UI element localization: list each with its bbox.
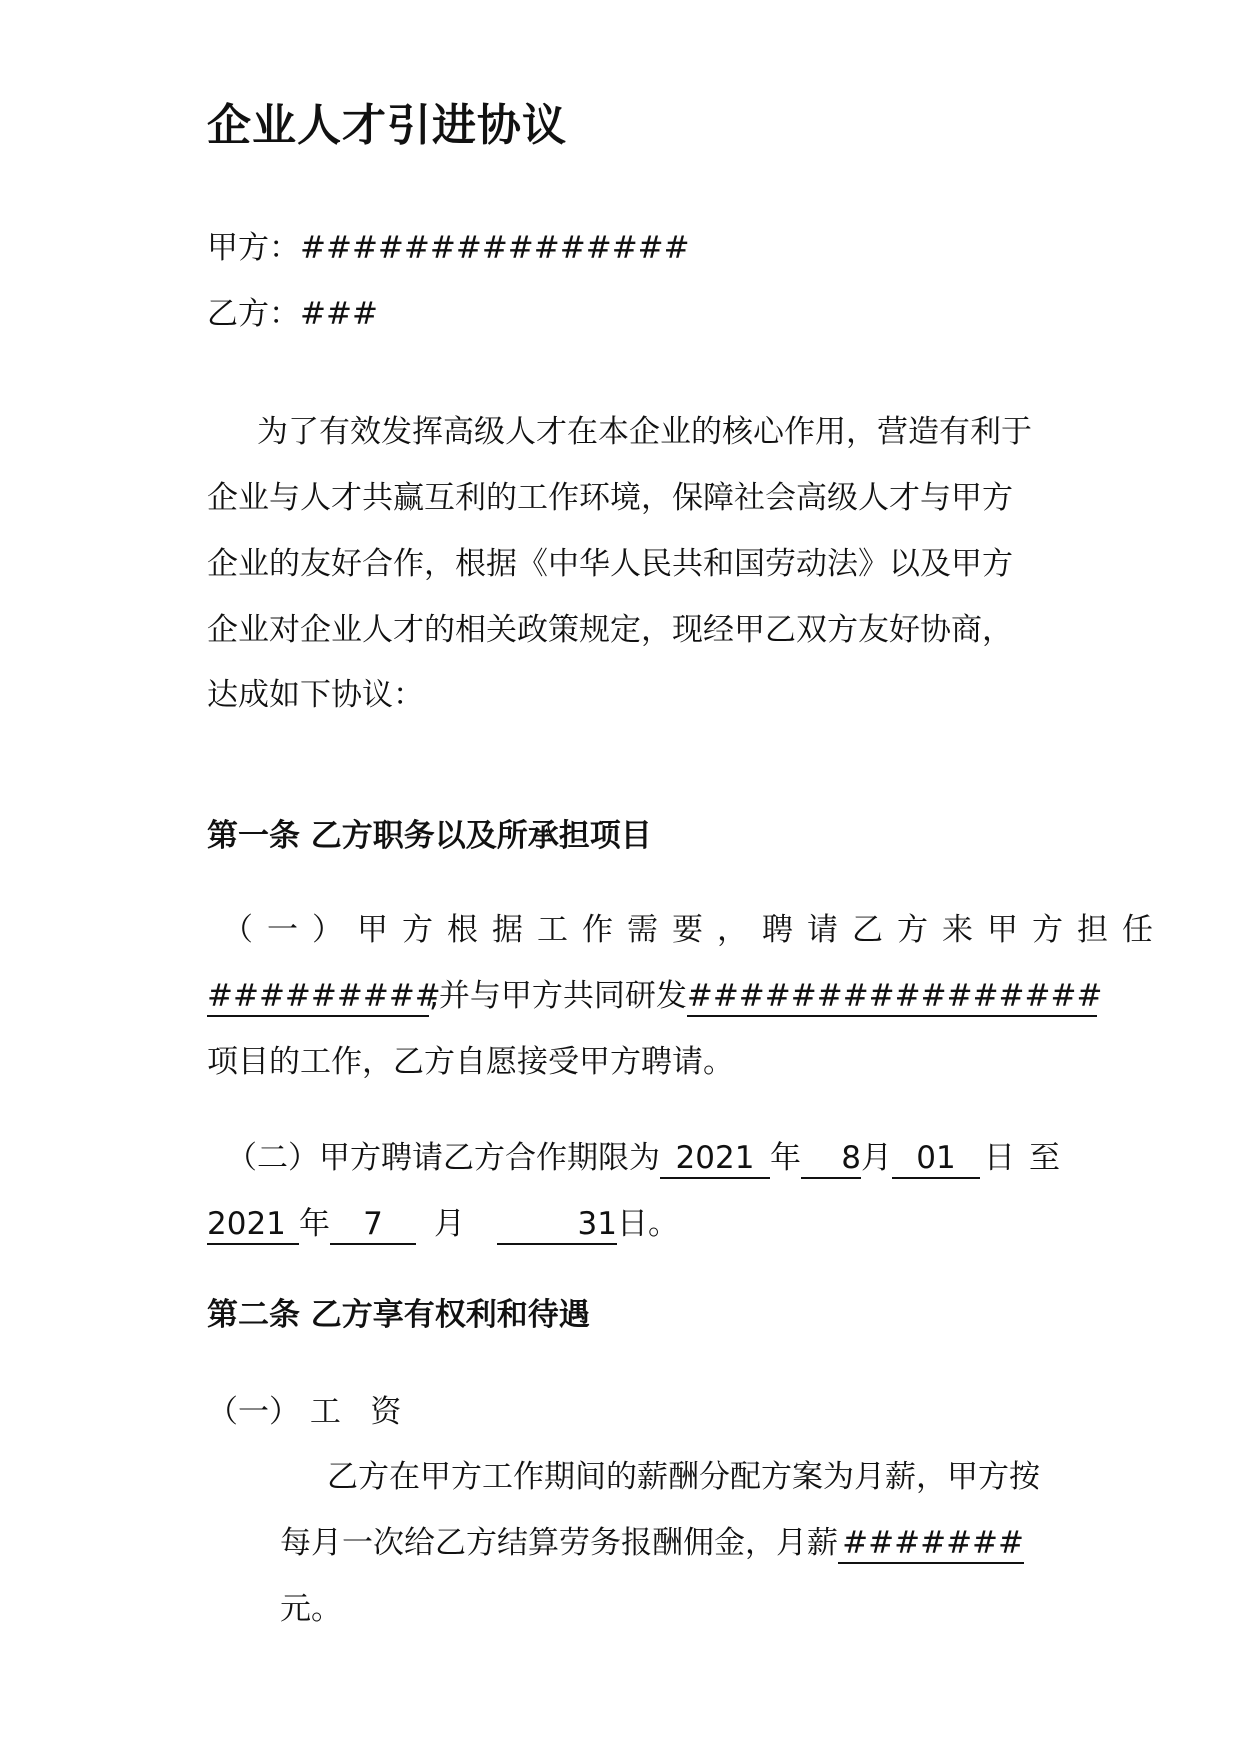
end-month-label: 月: [434, 1206, 465, 1242]
article-1-item-2-line-1: [226, 1138, 1060, 1179]
end-year-label: 年: [299, 1206, 330, 1242]
salary-line-1: 乙方在甲方工作期间的薪酬分配方案为月薪，甲方按: [327, 1459, 1040, 1495]
party-b-value: ###: [300, 296, 378, 332]
salary-line-2: [280, 1523, 1024, 1564]
item-2-prefix: （二）甲方聘请乙方合作期限为: [226, 1140, 660, 1176]
preamble-line-3: 企业的友好合作，根据《中华人民共和国劳动法》以及甲方: [207, 546, 1013, 582]
article-1-item-2-line-2: [207, 1204, 679, 1245]
item-1-mid-text: ,并与甲方共同研发: [429, 978, 687, 1014]
position-field: #########: [207, 977, 429, 1017]
end-month-field: 7: [330, 1205, 416, 1245]
to-label: 至: [1029, 1140, 1060, 1176]
project-field: ################: [687, 977, 1097, 1017]
end-day-suffix: 日。: [617, 1206, 679, 1242]
party-a-label: 甲方：: [207, 230, 300, 266]
salary-amount-field: #######: [838, 1524, 1024, 1564]
start-day-label: 日: [984, 1140, 1015, 1176]
salary-prefix: 每月一次给乙方结算劳务报酬佣金，月薪: [280, 1525, 838, 1561]
document-title: 企业人才引进协议: [207, 100, 567, 151]
start-month-field: 8: [801, 1139, 861, 1179]
start-day-field: 01: [892, 1139, 980, 1179]
party-a-value: ###############: [300, 230, 690, 266]
preamble-line-4: 企业对企业人才的相关政策规定，现经甲乙双方友好协商，: [207, 612, 1013, 648]
start-year-label: 年: [770, 1140, 801, 1176]
party-a-line: [207, 228, 690, 268]
start-year-field: 2021: [660, 1139, 770, 1179]
article-1-item-1-line-3: 项目的工作，乙方自愿接受甲方聘请。: [207, 1044, 734, 1080]
end-year-field: 2021: [207, 1205, 299, 1245]
article-1-item-1-line-2: [207, 976, 1103, 1017]
article-1-heading: 第一条 乙方职务以及所承担项目: [207, 818, 652, 854]
end-day-field: 31: [497, 1205, 617, 1245]
salary-unit: 元。: [280, 1591, 342, 1627]
party-b-label: 乙方：: [207, 296, 300, 332]
preamble-line-1: 为了有效发挥高级人才在本企业的核心作用，营造有利于: [257, 414, 1032, 450]
start-month-label: 月: [861, 1140, 892, 1176]
party-b-line: [207, 294, 378, 334]
article-2-heading: 第二条 乙方享有权利和待遇: [207, 1297, 590, 1333]
article-1-item-1-line-1: （一）甲方根据工作需要，聘请乙方来甲方担任: [222, 912, 1167, 948]
preamble-line-2: 企业与人才共赢互利的工作环境，保障社会高级人才与甲方: [207, 480, 1013, 516]
preamble-line-5: 达成如下协议：: [207, 677, 424, 713]
article-2-item-1-title: （一） 工 资: [207, 1394, 402, 1430]
